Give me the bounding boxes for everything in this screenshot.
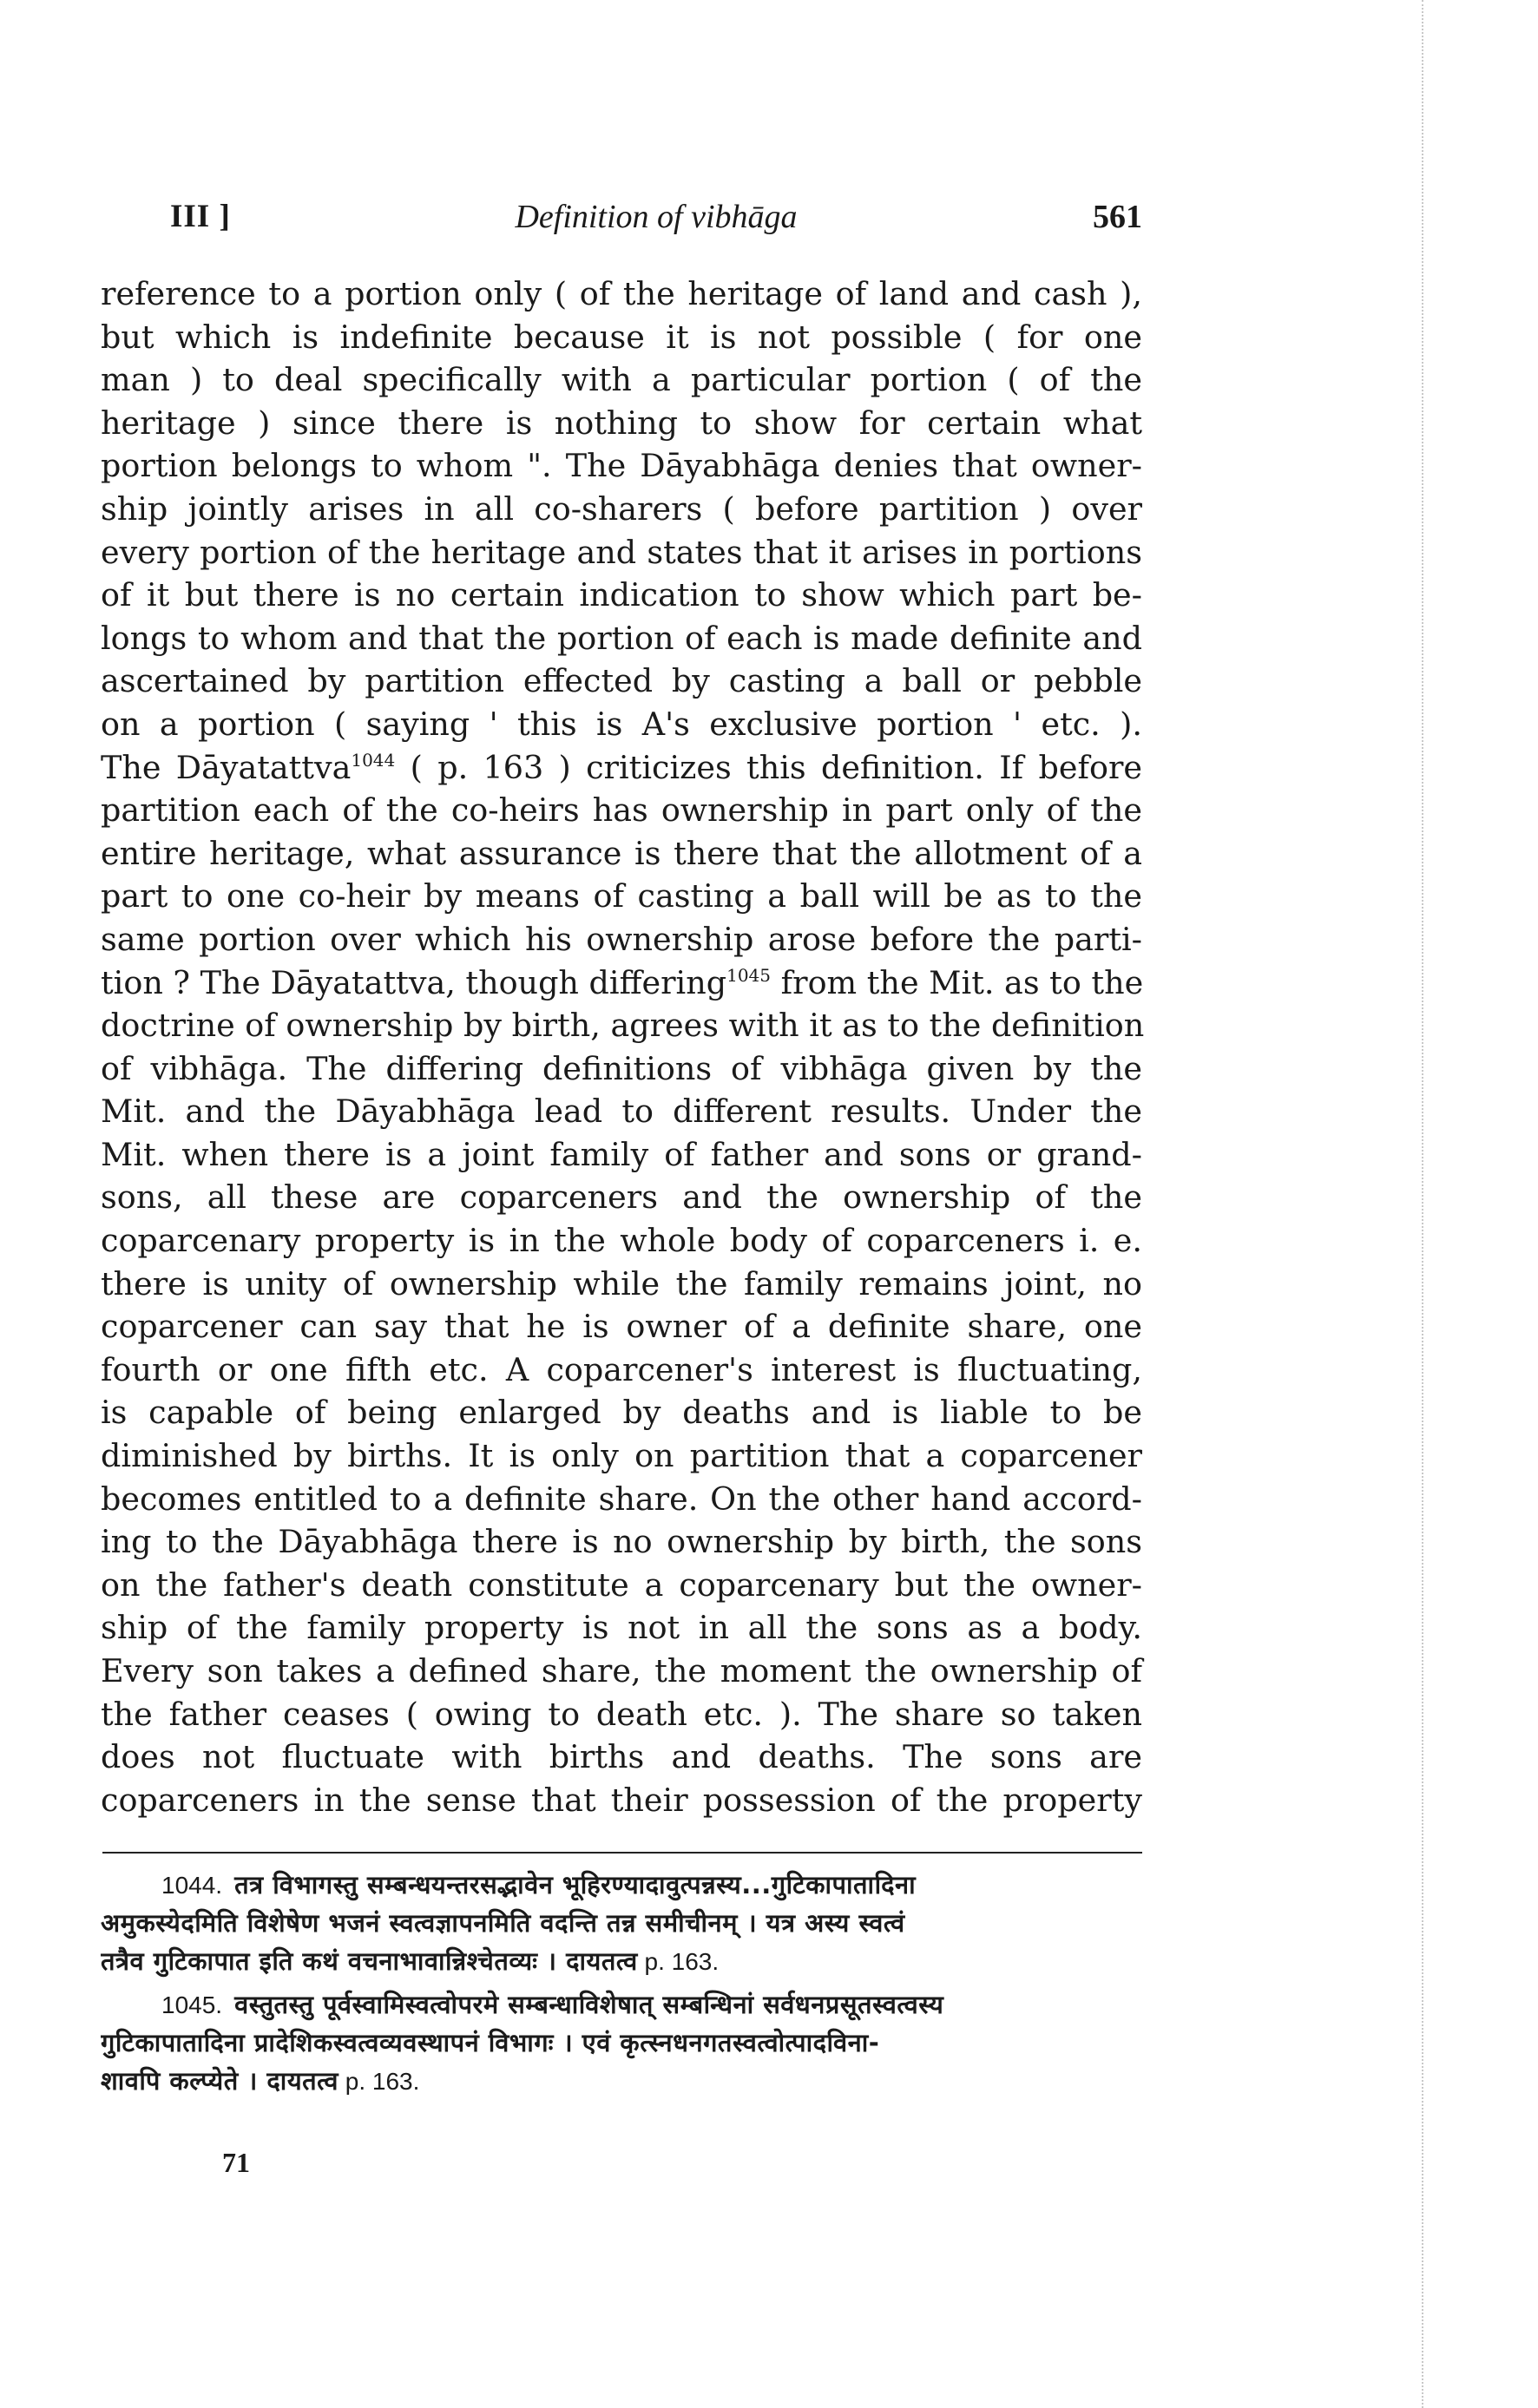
- text-line: ship jointly arises in all co-sharers ( before partition ) over: [101, 489, 1142, 528]
- text-line: entire heritage, what assurance is there that the allotment of a: [101, 834, 1142, 872]
- text-line: coparceners in the sense that their possession of the property: [101, 1781, 1142, 1819]
- text-segment: tion ? The Dāyatattva, though differing: [101, 963, 727, 1001]
- text-line: same portion over which his ownership arose before the parti-: [101, 920, 1142, 958]
- page-number: 561: [1093, 199, 1142, 235]
- text-line: but which is indefinite because it is not possible ( for one: [101, 318, 1142, 356]
- text-line: becomes entitled to a definite share. On the other hand accord-: [101, 1480, 1142, 1518]
- body-text: [101, 272, 1145, 1821]
- text-segment: from the Mit. as to the: [771, 963, 1144, 1001]
- sanskrit-text: शावपि कल्प्येते । दायतत्व: [101, 2066, 338, 2096]
- chapter-marker: III ]: [170, 199, 231, 234]
- text-line: Every son takes a defined share, the moment the ownership of: [101, 1652, 1142, 1690]
- text-line: portion belongs to whom ". The Dāyabhāga denies that owner-: [101, 447, 1142, 485]
- text-line: on the father's death constitute a coparcenary but the owner-: [101, 1565, 1142, 1604]
- text-line: fourth or one fifth etc. A coparcener's interest is fluctuating,: [101, 1350, 1142, 1388]
- footnote-reference: 1044: [351, 749, 396, 771]
- text-line: there is unity of ownership while the family remains joint, no: [101, 1264, 1142, 1302]
- text-line: reference to a portion only ( of the heritage of land and cash ),: [101, 275, 1142, 312]
- sanskrit-text: तत्र विभागस्तु सम्बन्धयन्तरसद्भावेन भूहिरण्यादावुत्पन्नस्य...गुटिकापातादिना: [234, 1870, 917, 1899]
- signature-mark: 71: [222, 2147, 250, 2178]
- footnote-line: [101, 2062, 1142, 2100]
- footnote-line: [101, 1942, 1142, 1980]
- text-line: ship of the family property is not in all the sons as a body.: [101, 1609, 1142, 1647]
- text-line: [101, 746, 1142, 790]
- text-line: every portion of the heritage and states that it arises in portions: [101, 533, 1142, 571]
- sanskrit-text: तत्रैव गुटिकापात इति कथं वचनाभावान्निश्चेतव्यः । दायतत्व: [101, 1946, 638, 1976]
- text-line: the father ceases ( owing to death etc. ). The share so taken: [101, 1695, 1142, 1733]
- footnote-1045: [101, 1985, 1142, 2100]
- footnote-number: 1044.: [161, 1872, 223, 1899]
- text-line: sons, all these are coparceners and the ownership of the: [101, 1178, 1142, 1217]
- text-line: of vibhāga. The differing definitions of vibhāga given by the: [101, 1049, 1142, 1087]
- text-line: Mit. when there is a joint family of father and sons or grand-: [101, 1135, 1142, 1173]
- text-line: Mit. and the Dāyabhāga lead to different results. Under the: [101, 1092, 1142, 1131]
- text-line: is capable of being enlarged by deaths and is liable to be: [101, 1394, 1142, 1432]
- text-line: [101, 961, 1142, 1005]
- footnote-1044: [101, 1866, 1142, 1980]
- text-line: on a portion ( saying ' this is A's exclusive portion ' etc. ).: [101, 705, 1142, 743]
- footnote-line: [101, 1985, 1142, 2024]
- text-line: man ) to deal specifically with a particular portion ( of the: [101, 361, 1142, 399]
- text-line: coparcener can say that he is owner of a definite share, one: [101, 1308, 1142, 1346]
- text-line: coparcenary property is in the whole body of coparceners i. e.: [101, 1222, 1142, 1260]
- text-line: does not fluctuate with births and deaths. The sons are: [101, 1738, 1142, 1776]
- running-header: [170, 198, 1142, 241]
- text-line: longs to whom and that the portion of each is made definite and: [101, 619, 1142, 657]
- sanskrit-text: वस्तुतस्तु पूर्वस्वामिस्वत्वोपरमे सम्बन्धाविशेषात् सम्बन्धिनां सर्वधनप्रसूतस्वत्वस्य: [234, 1990, 944, 2019]
- footnote-source: p. 163.: [338, 2068, 420, 2095]
- sanskrit-text: अमुकस्येदमिति विशेषेण भजनं स्वत्वज्ञापनमिति वदन्ति तन्न समीचीनम् । यत्र अस्य स्वत्वं: [101, 1908, 905, 1938]
- footnote-line: [101, 1866, 1142, 1904]
- text-line: partition each of the co-heirs has ownership in part only of the: [101, 791, 1142, 830]
- text-segment: ( p. 163 ) criticizes this definition. If before: [395, 748, 1143, 786]
- text-line: ing to the Dāyabhāga there is no ownership by birth, the sons: [101, 1523, 1142, 1561]
- text-line: ascertained by partition effected by casting a ball or pebble: [101, 662, 1142, 700]
- footnote-line: [101, 2024, 1142, 2062]
- footnote-reference: 1045: [726, 964, 772, 986]
- text-segment: The Dāyatattva: [101, 748, 352, 786]
- footnote-source: p. 163.: [637, 1948, 720, 1975]
- text-line: of it but there is no certain indication to show which part be-: [101, 576, 1142, 614]
- text-line: heritage ) since there is nothing to show for certain what: [101, 404, 1142, 442]
- text-line: doctrine of ownership by birth, agrees with it as to the definition: [101, 1007, 1145, 1045]
- footnote-number: 1045.: [161, 1991, 223, 2018]
- text-line: part to one co-heir by means of casting a ball will be as to the: [101, 877, 1142, 915]
- footnote-rule: [102, 1852, 1142, 1854]
- text-line: diminished by births. It is only on partition that a coparcener: [101, 1437, 1142, 1475]
- footnote-line: [101, 1904, 1142, 1942]
- sanskrit-text: गुटिकापातादिना प्रादेशिकस्वत्वव्यवस्थापनं विभागः । एवं कृत्स्नधनगतस्वत्वोत्पादविना-: [101, 2028, 880, 2057]
- scan-margin-line: [1422, 0, 1423, 2408]
- running-title: Definition of vibhāga: [515, 199, 798, 235]
